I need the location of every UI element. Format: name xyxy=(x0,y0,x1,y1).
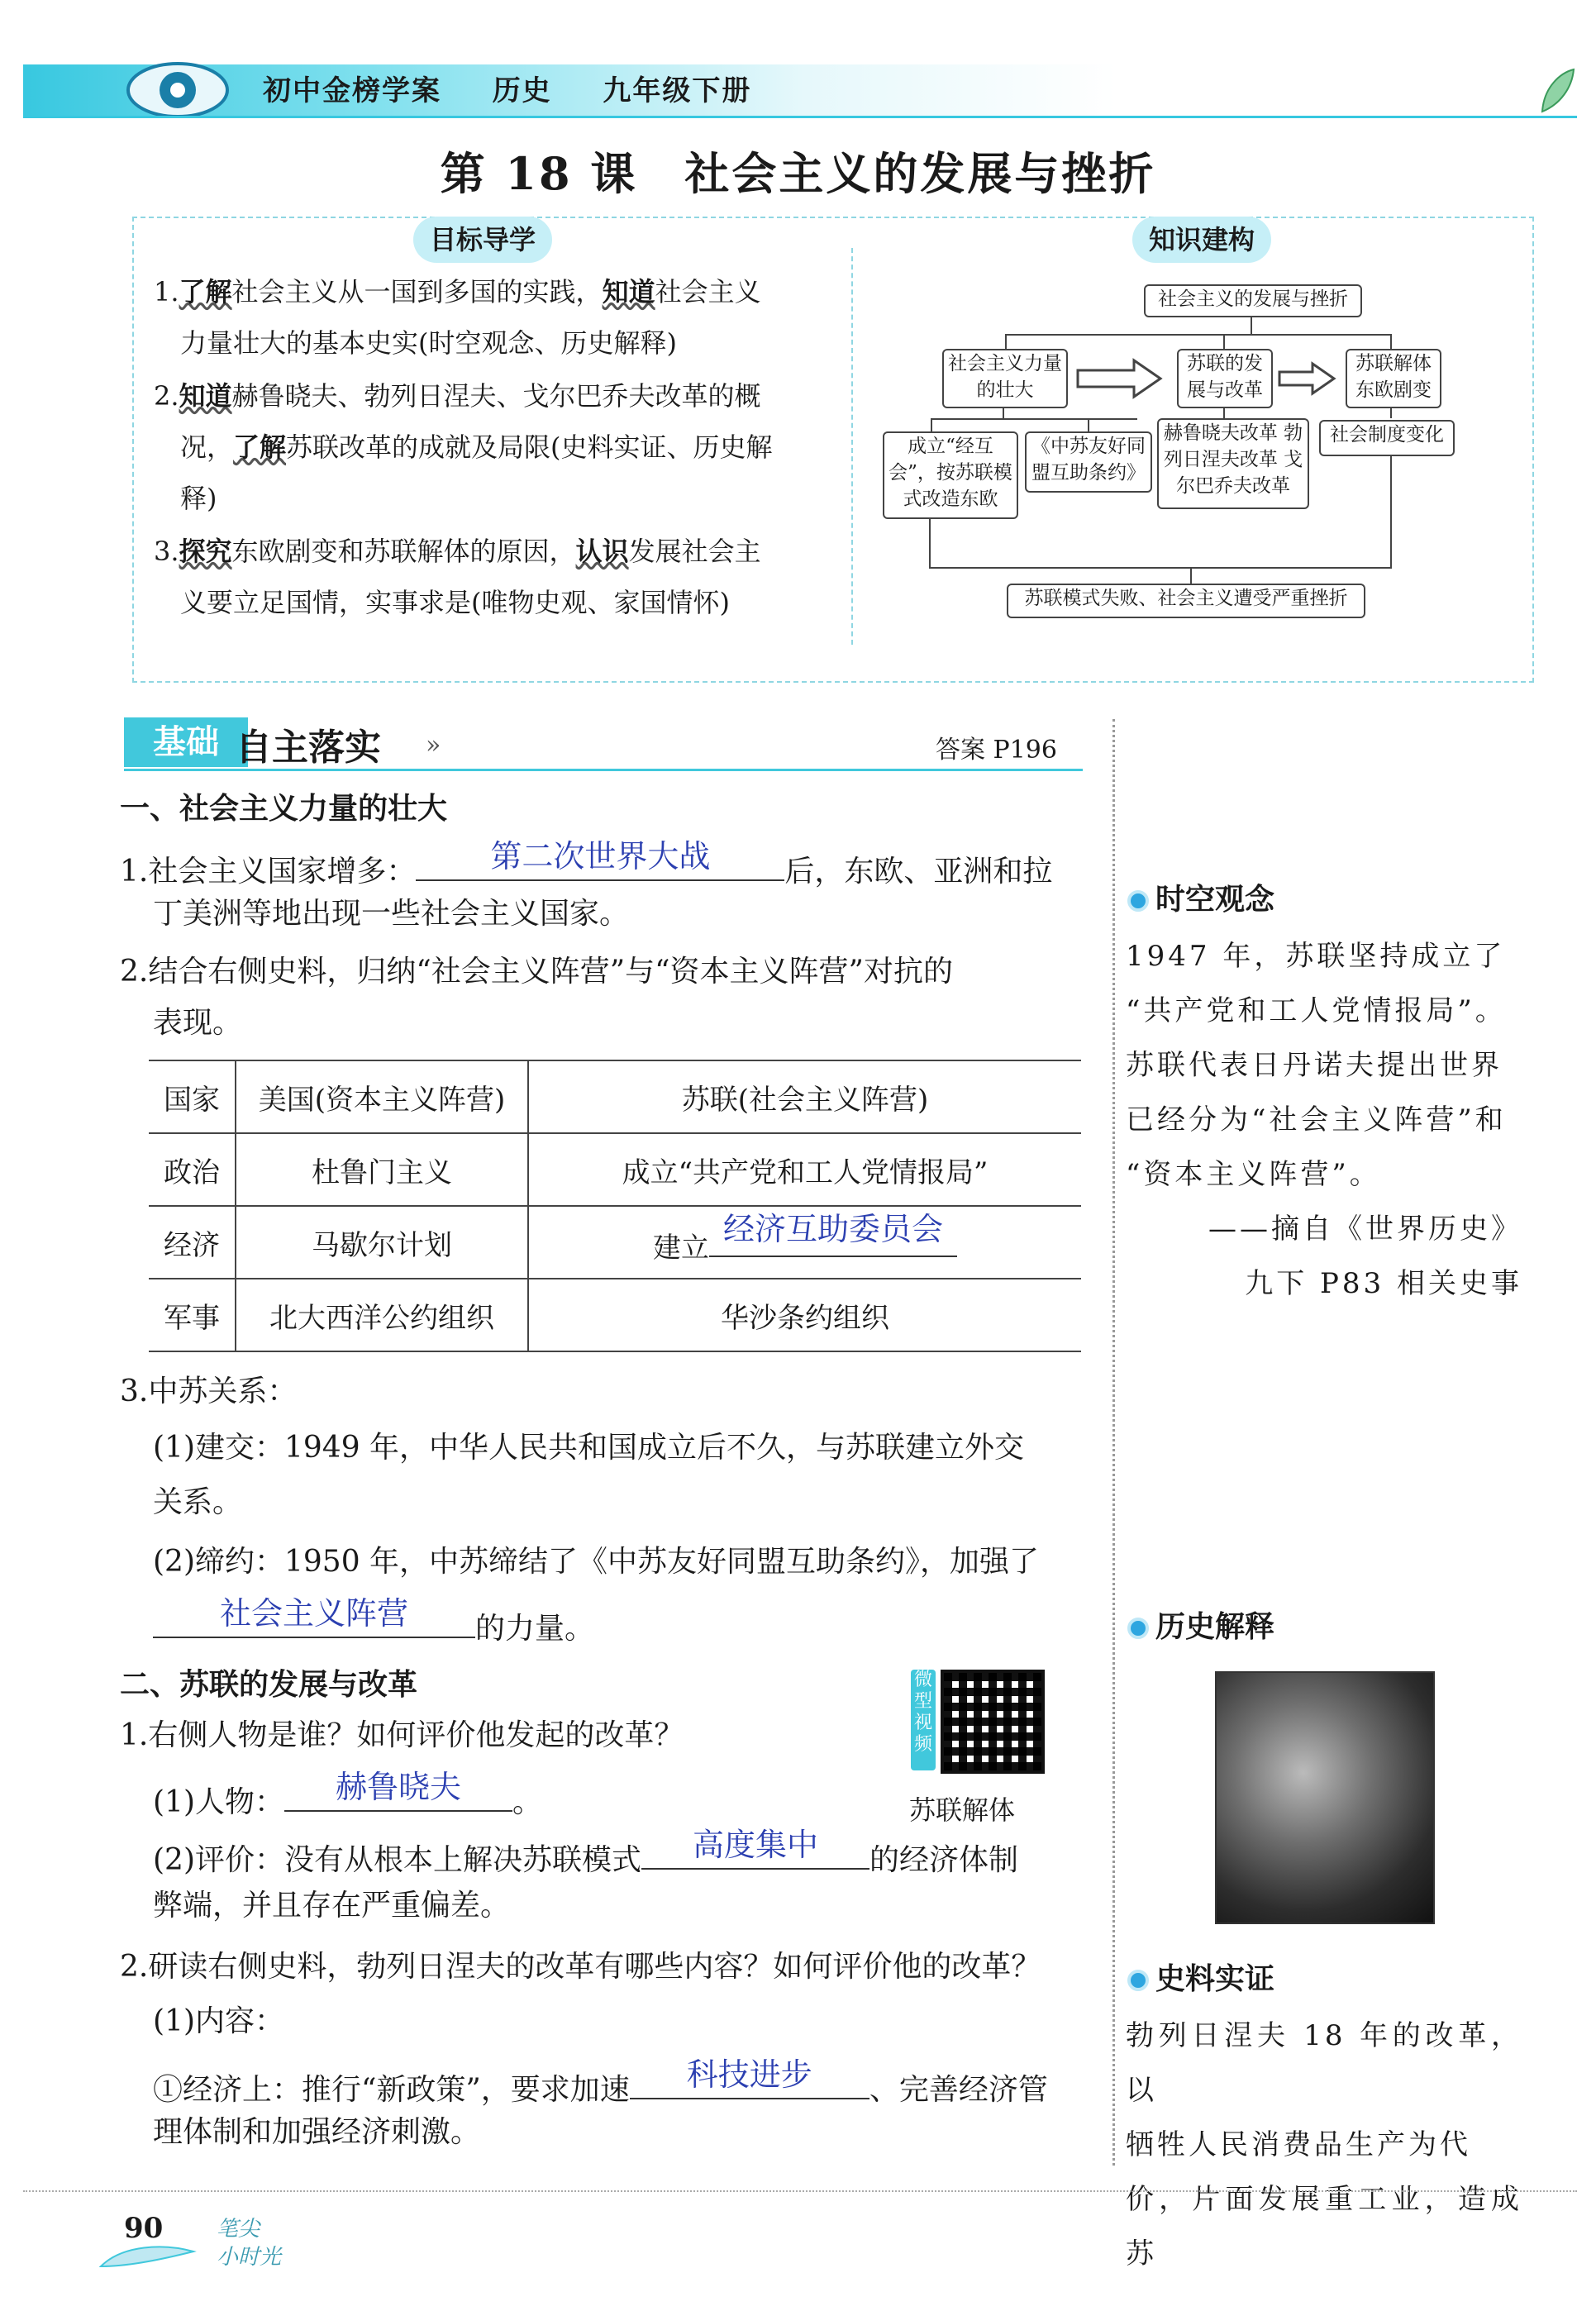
p2-q1-1 xyxy=(153,1769,543,1819)
page-number: 90 xyxy=(124,2212,164,2245)
sidebar-heading-interpretation xyxy=(1127,1603,1274,1646)
sidebar-line: 1947 年，苏联坚持成立了 xyxy=(1126,940,1506,973)
part2-title: 二、苏联的发展与改革 xyxy=(120,1668,418,1702)
sidebar-text-spacetime xyxy=(1126,929,1522,1311)
subject-name: 历史 xyxy=(492,74,552,107)
goal-3 xyxy=(154,526,831,628)
diagram-bottom: 苏联模式失败、社会主义遭受严重挫折 xyxy=(1007,584,1365,618)
diagram-line xyxy=(1190,567,1192,585)
diagram-node-1: 社会主义力量的壮大 xyxy=(942,349,1068,408)
sidebar-line: 勃列日涅夫 18 年的改革，以 xyxy=(1126,2019,1522,2107)
sidebar-line: 牺牲人民消费品生产为代 xyxy=(1126,2128,1471,2161)
table-cell: 苏联(社会主义阵营) xyxy=(528,1060,1081,1133)
table-cell: 杜鲁门主义 xyxy=(236,1133,528,1206)
sidebar-heading-label: 时空观念 xyxy=(1155,883,1275,917)
p2-q1-2 xyxy=(153,1827,1019,1877)
q3-2-blank[interactable] xyxy=(153,1595,475,1638)
q3-2-line-2 xyxy=(153,1595,595,1646)
q3-2-suffix: 的力量。 xyxy=(475,1612,595,1646)
goal-1-line-2: 力量壮大的基本史实(时空观念、历史解释) xyxy=(154,327,677,359)
table-cell-prefix: 建立 xyxy=(653,1232,709,1265)
header-title xyxy=(263,68,751,108)
diagram-line xyxy=(1390,334,1392,350)
diagram-node-3: 苏联解体东欧剧变 xyxy=(1346,349,1441,408)
diagram-line xyxy=(1390,407,1392,418)
footer-note-line: 小时光 xyxy=(217,2245,282,2270)
footer-note xyxy=(217,2215,281,2271)
q3-2-line-1: (2)缔约：1950 年，中苏缔结了《中苏友好同盟互助条约》，加强了 xyxy=(153,1545,1040,1579)
sidebar-heading-spacetime xyxy=(1127,876,1274,918)
diagram-line xyxy=(1223,334,1225,350)
p2-q1-2-answer: 高度集中 xyxy=(692,1827,818,1863)
diagram-child-3: 赫鲁晓夫改革 勃列日涅夫改革 戈尔巴乔夫改革 xyxy=(1157,418,1309,509)
diagram-line xyxy=(1005,334,1007,350)
grade-name: 九年级下册 xyxy=(603,74,752,107)
section-badge: 基础 xyxy=(124,717,248,767)
table-cell: 成立“共产党和工人党情报局” xyxy=(528,1133,1081,1206)
q1-line-1 xyxy=(120,838,1053,889)
sidebar-line: 苏联代表日丹诺夫提出世界 xyxy=(1126,1049,1503,1082)
sidebar-line: 已经分为“社会主义阵营”和 xyxy=(1126,1103,1507,1136)
diagram-line xyxy=(1390,455,1392,569)
p2-q2-a-prefix: ①经济上：推行“新政策”，要求加速 xyxy=(153,2073,630,2107)
table-cell: 美国(资本主义阵营) xyxy=(236,1060,528,1133)
diagram-child-2: 《中苏友好同盟互助条约》 xyxy=(1025,431,1152,493)
table-blank[interactable] xyxy=(709,1211,957,1257)
comparison-table xyxy=(149,1060,1081,1352)
p2-q1-2-blank[interactable] xyxy=(641,1827,869,1870)
chevron-right-icon: » xyxy=(426,731,441,760)
qr-code-icon[interactable] xyxy=(941,1670,1045,1774)
series-name: 初中金榜学案 xyxy=(263,74,441,107)
footer-line xyxy=(23,2190,1577,2194)
goal-1 xyxy=(154,266,831,369)
bullet-icon xyxy=(1127,890,1149,912)
khrushchev-photo xyxy=(1215,1671,1435,1924)
sidebar-heading-evidence xyxy=(1127,1956,1274,1998)
p2-q1-1-answer: 赫鲁晓夫 xyxy=(335,1769,461,1805)
q2-line-1: 2.结合右侧史料，归纳“社会主义阵营”与“资本主义阵营”对抗的 xyxy=(120,955,953,989)
diagram-line xyxy=(931,418,1137,420)
goal-2-line-2: 况，了解苏联改革的成就及局限(史料实证、历史解 xyxy=(154,431,773,463)
p2-q2-a-line-2: 理体制和加强经济刺激。 xyxy=(153,2115,481,2149)
q1-blank[interactable] xyxy=(416,838,784,881)
p2-q2: 2.研读右侧史料，勃列日涅夫的改革有哪些内容？如何评价他的改革？ xyxy=(120,1950,1041,1984)
q1-answer: 第二次世界大战 xyxy=(490,838,711,874)
section-underline xyxy=(124,769,1083,771)
p2-q1: 1.右侧人物是谁？如何评价他发起的改革？ xyxy=(120,1718,684,1752)
table-cell: 经济 xyxy=(149,1206,236,1279)
column-divider xyxy=(1112,719,1115,2166)
feather-icon xyxy=(98,2242,197,2275)
diagram-child-1: 成立“经互会”，按苏联模式改造东欧 xyxy=(883,431,1018,519)
p2-q2-1: (1)内容： xyxy=(153,2004,284,2038)
sidebar-line: “共产党和工人党情报局”。 xyxy=(1126,994,1507,1027)
table-cell: 军事 xyxy=(149,1279,236,1351)
diagram-line xyxy=(1223,407,1225,418)
goal-3-line-1: 3.探究东欧剧变和苏联解体的原因，认识发展社会主 xyxy=(154,536,761,567)
goal-2-line-1: 2.知道赫鲁晓夫、勃列日涅夫、戈尔巴乔夫改革的概 xyxy=(154,380,761,412)
table-cell: 政治 xyxy=(149,1133,236,1206)
sidebar-heading-label: 历史解释 xyxy=(1155,1610,1275,1644)
sidebar-text-evidence xyxy=(1126,2008,1522,2281)
sidebar-source: ——摘自《世界历史》 xyxy=(1208,1213,1522,1246)
diagram-line xyxy=(929,517,931,569)
p2-q1-2-prefix: (2)评价：没有从根本上解决苏联模式 xyxy=(153,1843,641,1877)
goal-2 xyxy=(154,370,831,524)
q1-line-2: 丁美洲等地出现一些社会主义国家。 xyxy=(153,897,630,931)
video-tag: 微型视频 xyxy=(911,1670,936,1770)
q2-line-2: 表现。 xyxy=(153,1006,243,1040)
sidebar-line: “资本主义阵营”。 xyxy=(1126,1158,1381,1191)
arrow-right-icon xyxy=(1074,357,1165,400)
diagram-line xyxy=(929,567,1392,569)
q3-2-answer: 社会主义阵营 xyxy=(219,1595,408,1632)
lesson-title: 第 18 课 社会主义的发展与挫折 xyxy=(440,147,1156,200)
footer-note-line: 笔尖 xyxy=(217,2217,260,2242)
sidebar-line: 价，片面发展重工业，造成苏 xyxy=(1126,2183,1522,2270)
panel-divider xyxy=(851,248,853,645)
bullet-icon xyxy=(1127,1618,1149,1639)
part1-title: 一、社会主义力量的壮大 xyxy=(120,792,448,826)
p2-q1-2-suffix: 的经济体制 xyxy=(869,1843,1019,1877)
knowledge-tab: 知识建构 xyxy=(1132,217,1271,263)
goal-2-line-3: 释) xyxy=(154,483,217,514)
q3-1-line-1: (1)建交：1949 年，中华人民共和国成立后不久，与苏联建立外交 xyxy=(153,1431,1025,1465)
p2-q1-1-suffix: 。 xyxy=(512,1785,543,1819)
p2-q1-2-line-2: 弊端，并且存在严重偏差。 xyxy=(153,1889,511,1923)
table-cell: 华沙条约组织 xyxy=(528,1279,1081,1351)
table-cell xyxy=(528,1206,1081,1279)
diagram-line xyxy=(1251,316,1252,336)
p2-q2-a-answer: 科技进步 xyxy=(686,2056,812,2093)
table-answer: 经济互助委员会 xyxy=(722,1211,943,1247)
table-row xyxy=(149,1279,1081,1351)
p2-q2-a-blank[interactable] xyxy=(630,2056,869,2099)
video-caption: 苏联解体 xyxy=(909,1794,1016,1826)
p2-q1-1-prefix: (1)人物： xyxy=(153,1785,284,1819)
header-bar xyxy=(23,64,1585,116)
table-row xyxy=(149,1133,1081,1206)
goal-3-line-2: 义要立足国情，实事求是(唯物史观、家国情怀) xyxy=(154,587,730,618)
goals-tab: 目标导学 xyxy=(413,217,552,263)
sidebar-heading-label: 史料实证 xyxy=(1155,1962,1275,1996)
arrow-right-icon xyxy=(1276,360,1337,397)
leaf-icon xyxy=(1536,66,1577,116)
table-cell: 马歇尔计划 xyxy=(236,1206,528,1279)
bullet-icon xyxy=(1127,1970,1149,1991)
q1-suffix: 后，东欧、亚洲和拉 xyxy=(784,855,1053,889)
p2-q2-a-suffix: 、完善经济管 xyxy=(869,2073,1048,2107)
table-row xyxy=(149,1060,1081,1133)
diagram-root: 社会主义的发展与挫折 xyxy=(1144,284,1362,317)
p2-q2-a xyxy=(153,2056,1048,2107)
q1-prefix: 1.社会主义国家增多： xyxy=(120,855,417,889)
goal-1-line-1: 1.了解社会主义从一国到多国的实践，知道社会主义 xyxy=(154,276,761,307)
diagram-child-4: 社会制度变化 xyxy=(1319,420,1455,456)
table-cell: 国家 xyxy=(149,1060,236,1133)
q3-title: 3.中苏关系： xyxy=(120,1375,298,1408)
eye-logo-icon xyxy=(124,60,231,121)
q3-1-line-2: 关系。 xyxy=(153,1485,243,1519)
header-underline xyxy=(23,116,1577,118)
table-cell: 北大西洋公约组织 xyxy=(236,1279,528,1351)
sidebar-source: 九下 P83 相关史事 xyxy=(1245,1267,1522,1300)
diagram-node-2: 苏联的发展与改革 xyxy=(1177,349,1273,408)
diagram-line xyxy=(1005,334,1392,336)
table-row xyxy=(149,1206,1081,1279)
section-title: 自主落实 xyxy=(236,727,381,769)
p2-q1-1-blank[interactable] xyxy=(284,1769,512,1812)
answer-ref: 答案 P196 xyxy=(936,736,1057,765)
